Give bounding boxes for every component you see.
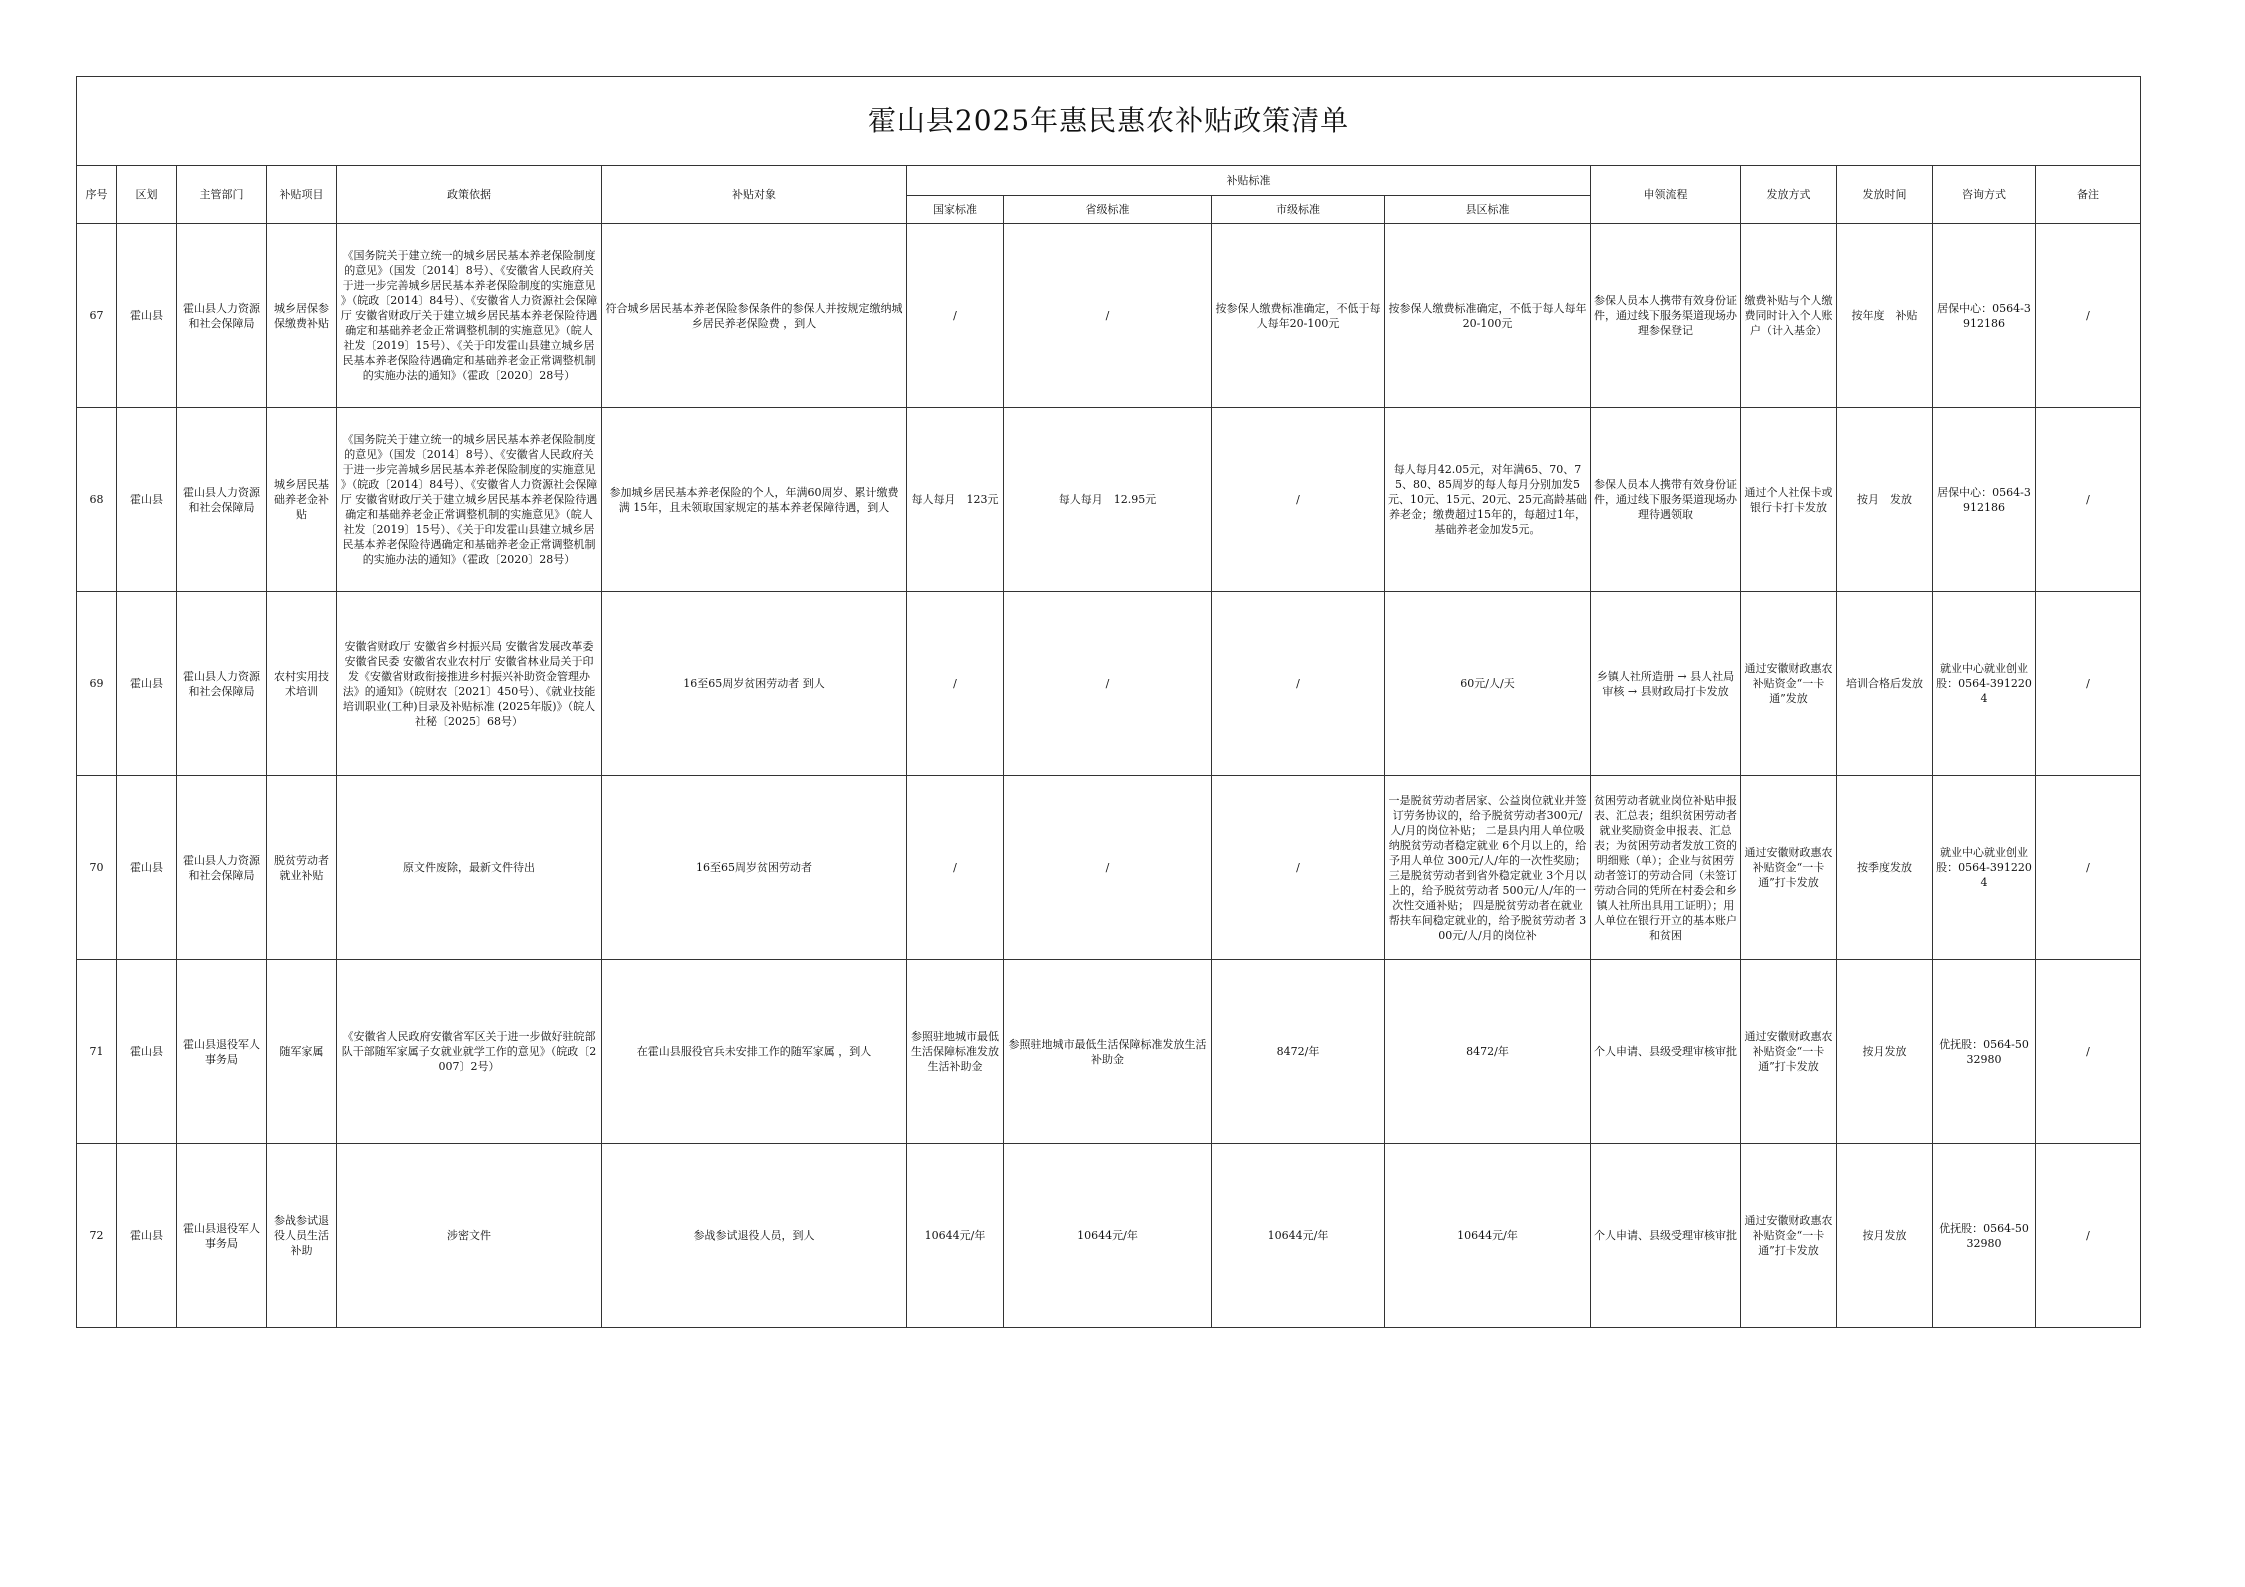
cell-provincial: 10644元/年: [1004, 1144, 1212, 1328]
cell-method: 通过个人社保卡或银行卡打卡发放: [1741, 408, 1837, 592]
cell-national: 参照驻地城市最低生活保障标准发放生活补助金: [907, 960, 1004, 1144]
cell-method: 通过安徽财政惠农补贴资金“一卡通”发放: [1741, 592, 1837, 776]
cell-dept: 霍山县人力资源和社会保障局: [177, 224, 267, 408]
cell-time: 按月发放: [1837, 960, 1933, 1144]
cell-provincial: /: [1004, 592, 1212, 776]
cell-process: [1591, 224, 1741, 408]
cell-item: 城乡居民基础养老金补贴: [267, 408, 337, 592]
cell-method: 缴费补贴与个人缴费同时计入个人账户（计入基金）: [1741, 224, 1837, 408]
cell-process-text: 个人申请、县级受理审核审批: [1594, 1229, 1737, 1242]
header-standard: 补贴标准: [907, 166, 1591, 196]
cell-contact: 就业中心就业创业股：0564-3912204: [1933, 776, 2036, 960]
cell-county-text: 一是脱贫劳动者居家、公益岗位就业并签订劳务协议的，给予脱贫劳动者300元/人/月的岗位补贴； 二是县内用人单位吸纳脱贫劳动者稳定就业 6个月以上的，给予用人单位 300元/人/年的一次性奖励； 三是脱贫劳动者到省外稳定就业 3个月以上的，给予脱贫劳动者 500元/人/年的一次性交通补贴； 四是脱贫劳动者在就业帮扶车间稳定就业的，给予脱贫劳动者 300元/人/月的岗位补: [1388, 793, 1587, 942]
cell-municipal: /: [1212, 592, 1385, 776]
cell-dept: 霍山县退役军人事务局: [177, 960, 267, 1144]
cell-item: 农村实用技术培训: [267, 592, 337, 776]
cell-seq: 69: [77, 592, 117, 776]
header-item: 补贴项目: [267, 166, 337, 224]
cell-target: 参战参试退役人员，到人: [602, 1144, 907, 1328]
cell-seq: 67: [77, 224, 117, 408]
cell-county: [1385, 960, 1591, 1144]
cell-county-text: 按参保人缴费标准确定，不低于每人每年20-100元: [1388, 301, 1587, 330]
table-row: [77, 592, 2141, 776]
cell-time: 培训合格后发放: [1837, 592, 1933, 776]
header-district: 区划: [117, 166, 177, 224]
cell-municipal: /: [1212, 408, 1385, 592]
cell-process-text: 参保人员本人携带有效身份证件，通过线下服务渠道现场办理参保登记: [1594, 294, 1737, 337]
cell-method: 通过安徽财政惠农补贴资金“一卡通”打卡发放: [1741, 960, 1837, 1144]
cell-item: 参战参试退役人员生活补助: [267, 1144, 337, 1328]
cell-municipal: 10644元/年: [1212, 1144, 1385, 1328]
cell-provincial: /: [1004, 776, 1212, 960]
cell-district: 霍山县: [117, 776, 177, 960]
cell-provincial: /: [1004, 224, 1212, 408]
header-method: 发放方式: [1741, 166, 1837, 224]
cell-time: 按月 发放: [1837, 408, 1933, 592]
header-contact: 咨询方式: [1933, 166, 2036, 224]
policy-table: [76, 76, 2141, 1328]
cell-note: /: [2036, 224, 2141, 408]
cell-dept: 霍山县人力资源和社会保障局: [177, 592, 267, 776]
cell-item: 随军家属: [267, 960, 337, 1144]
cell-district: 霍山县: [117, 592, 177, 776]
cell-national: 每人每月 123元: [907, 408, 1004, 592]
cell-method: 通过安徽财政惠农补贴资金“一卡通”打卡发放: [1741, 1144, 1837, 1328]
cell-seq: 72: [77, 1144, 117, 1328]
cell-county: [1385, 776, 1591, 960]
header-seq: 序号: [77, 166, 117, 224]
cell-county: [1385, 408, 1591, 592]
cell-basis-text: 《国务院关于建立统一的城乡居民基本养老保险制度的意见》（国发〔2014〕8号）、《安徽省人民政府关于进一步完善城乡居民基本养老保险制度的实施意见 》（皖政〔2014〕84号）、《安徽省人力资源社会保障厅 安徽省财政厅关于建立城乡居民基本养老保险待遇确定和基础养老金正常调整机制的实施意见》（皖人社发〔2019〕15号）、《关于印发霍山县建立城乡居民基本养老保险待遇确定和基础养老金正常调整机制的实施办法的通知》（霍政〔2020〕28号）: [340, 433, 598, 566]
page-title: 霍山县2025年惠民惠农补贴政策清单: [77, 77, 2141, 166]
cell-provincial: 参照驻地城市最低生活保障标准发放生活补助金: [1004, 960, 1212, 1144]
cell-municipal: /: [1212, 776, 1385, 960]
cell-process: [1591, 960, 1741, 1144]
cell-time: 按月发放: [1837, 1144, 1933, 1328]
cell-basis-text: 涉密文件: [447, 1229, 491, 1242]
cell-process: [1591, 1144, 1741, 1328]
cell-basis: [337, 1144, 602, 1328]
cell-seq: 68: [77, 408, 117, 592]
cell-note: /: [2036, 776, 2141, 960]
cell-basis-text: 《国务院关于建立统一的城乡居民基本养老保险制度的意见》（国发〔2014〕8号）、《安徽省人民政府关于进一步完善城乡居民基本养老保险制度的实施意见 》（皖政〔2014〕84号）、《安徽省人力资源社会保障厅 安徽省财政厅关于建立城乡居民基本养老保险待遇确定和基础养老金正常调整机制的实施意见》（皖人社发〔2019〕15号）、《关于印发霍山县建立城乡居民基本养老保险待遇确定和基础养老金正常调整机制的实施办法的通知》（霍政〔2020〕28号）: [340, 249, 598, 382]
table-row: [77, 224, 2141, 408]
cell-contact: 就业中心就业创业股：0564-3912204: [1933, 592, 2036, 776]
table-row: [77, 960, 2141, 1144]
cell-target: 参加城乡居民基本养老保险的个人，年满60周岁、累计缴费满 15年，且未领取国家规定的基本养老保障待遇，到人: [602, 408, 907, 592]
cell-note: /: [2036, 960, 2141, 1144]
header-target: 补贴对象: [602, 166, 907, 224]
cell-basis: [337, 592, 602, 776]
cell-district: 霍山县: [117, 408, 177, 592]
table-row: [77, 408, 2141, 592]
cell-target: 符合城乡居民基本养老保险参保条件的参保人并按规定缴纳城乡居民养老保险费 ，到人: [602, 224, 907, 408]
cell-process-text: 贫困劳动者就业岗位补贴申报表、汇总表；组织贫困劳动者就业奖励资金申报表、汇总表；为贫困劳动者发放工资的明细账（单）；企业与贫困劳动者签订的劳动合同（未签订劳动合同的凭所在村委会和乡镇人社所出具用工证明）；用人单位在银行开立的基本账户和贫困: [1594, 793, 1737, 942]
cell-national: 10644元/年: [907, 1144, 1004, 1328]
cell-contact: 居保中心：0564-3912186: [1933, 224, 2036, 408]
cell-basis-text: 安徽省财政厅 安徽省乡村振兴局 安徽省发展改革委 安徽省民委 安徽省农业农村厅 安徽省林业局关于印发《安徽省财政衔接推进乡村振兴补助资金管理办法》的通知》（皖财农〔2021〕450号）、《就业技能培训职业(工种)目录及补贴标准 (2025年版)》（皖人社秘〔2025〕68号）: [342, 639, 596, 728]
cell-county-text: 每人每月42.05元，对年满65、70、75、80、85周岁的每人每月分别加发5元、10元、15元、20元、25元高龄基础养老金；缴费超过15年的，每超过1年，基础养老金加发5元。: [1388, 463, 1587, 536]
cell-time: 按年度 补贴: [1837, 224, 1933, 408]
cell-dept: 霍山县人力资源和社会保障局: [177, 776, 267, 960]
cell-target: 在霍山县服役官兵未安排工作的随军家属 ，到人: [602, 960, 907, 1144]
header-dept: 主管部门: [177, 166, 267, 224]
cell-process: [1591, 408, 1741, 592]
header-time: 发放时间: [1837, 166, 1933, 224]
cell-district: 霍山县: [117, 1144, 177, 1328]
cell-county: [1385, 224, 1591, 408]
cell-district: 霍山县: [117, 960, 177, 1144]
cell-provincial: 每人每月 12.95元: [1004, 408, 1212, 592]
cell-county: [1385, 1144, 1591, 1328]
cell-district: 霍山县: [117, 224, 177, 408]
cell-dept: 霍山县退役军人事务局: [177, 1144, 267, 1328]
cell-note: /: [2036, 408, 2141, 592]
cell-national: /: [907, 224, 1004, 408]
cell-county: [1385, 592, 1591, 776]
header-process: 申领流程: [1591, 166, 1741, 224]
header-municipal: 市级标准: [1212, 196, 1385, 224]
cell-item: 城乡居保参保缴费补贴: [267, 224, 337, 408]
table-row: [77, 776, 2141, 960]
cell-process: [1591, 592, 1741, 776]
cell-municipal: 按参保人缴费标准确定，不低于每人每年20-100元: [1212, 224, 1385, 408]
cell-seq: 70: [77, 776, 117, 960]
cell-national: /: [907, 592, 1004, 776]
cell-target: 16至65周岁贫困劳动者: [602, 776, 907, 960]
cell-basis: [337, 224, 602, 408]
cell-dept: 霍山县人力资源和社会保障局: [177, 408, 267, 592]
cell-item: 脱贫劳动者就业补贴: [267, 776, 337, 960]
cell-municipal: 8472/年: [1212, 960, 1385, 1144]
cell-basis: [337, 408, 602, 592]
cell-contact: 优抚股：0564-5032980: [1933, 1144, 2036, 1328]
cell-county-text: 60元/人/天: [1460, 677, 1515, 690]
cell-basis: [337, 776, 602, 960]
header-national: 国家标准: [907, 196, 1004, 224]
header-basis: 政策依据: [337, 166, 602, 224]
cell-county-text: 10644元/年: [1457, 1229, 1518, 1242]
cell-target: 16至65周岁贫困劳动者 到人: [602, 592, 907, 776]
cell-national: /: [907, 776, 1004, 960]
cell-basis-text: 原文件废除，最新文件待出: [403, 861, 535, 874]
cell-note: /: [2036, 1144, 2141, 1328]
cell-note: /: [2036, 592, 2141, 776]
cell-process-text: 参保人员本人携带有效身份证件，通过线下服务渠道现场办理待遇领取: [1594, 478, 1737, 521]
cell-county-text: 8472/年: [1466, 1045, 1509, 1058]
header-provincial: 省级标准: [1004, 196, 1212, 224]
cell-time: 按季度发放: [1837, 776, 1933, 960]
table-row: [77, 1144, 2141, 1328]
header-county: 县区标准: [1385, 196, 1591, 224]
cell-process-text: 乡镇人社所造册 → 县人社局审核 → 县财政局打卡发放: [1596, 669, 1735, 698]
cell-contact: 居保中心：0564-3912186: [1933, 408, 2036, 592]
cell-seq: 71: [77, 960, 117, 1144]
cell-basis-text: 《安徽省人民政府安徽省军区关于进一步做好驻皖部队干部随军家属子女就业就学工作的意见》（皖政〔2007〕2号）: [341, 1030, 597, 1073]
cell-process: [1591, 776, 1741, 960]
header-note: 备注: [2036, 166, 2141, 224]
cell-basis: [337, 960, 602, 1144]
cell-method: 通过安徽财政惠农补贴资金“一卡通”打卡发放: [1741, 776, 1837, 960]
cell-contact: 优抚股：0564-5032980: [1933, 960, 2036, 1144]
cell-process-text: 个人申请、县级受理审核审批: [1594, 1045, 1737, 1058]
